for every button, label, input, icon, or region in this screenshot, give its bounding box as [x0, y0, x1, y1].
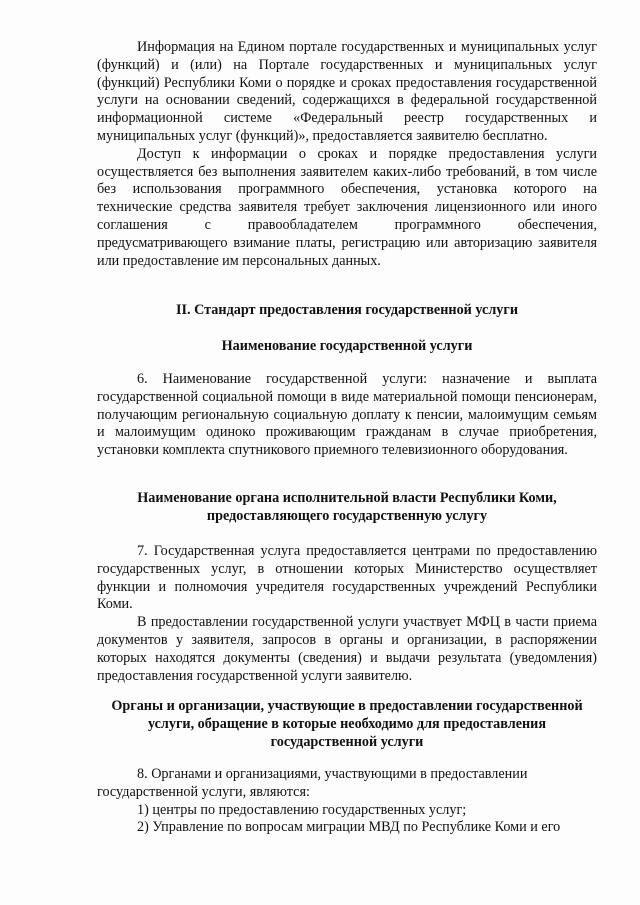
section-title: II. Стандарт предоставления государственной услуги: [175, 302, 519, 318]
participating-bodies-block: [97, 766, 597, 837]
paragraph-8-line: 8. Органами и организациями, участвующими в предоставлении: [137, 766, 528, 782]
subheading-line: предоставляющего государственную услугу: [206, 507, 488, 524]
list-item: 2) Управление по вопросам миграции МВД по Республике Коми и его: [137, 819, 561, 836]
paragraph-6: 6. Наименование государственной услуги: назначение и выплата государственной социальной помощи в виде материальной помощи пенсионерам, получающим региональную социальную доплату к пенсии, малоимущим семьям и малоимущим одиноко проживающим гражданам в случае приобретения, установки комплекта спутникового приемного телевизионного оборудования.: [97, 371, 597, 459]
subheading-line: Органы и организации, участвующие в предоставлении государственной: [111, 698, 583, 714]
subheading-text: Наименование государственной услуги: [221, 338, 473, 354]
paragraph-8-line: государственной услуги, являются:: [97, 783, 310, 800]
service-name-block: [97, 371, 597, 460]
section-heading: [97, 302, 597, 320]
executive-body-block: [97, 543, 597, 685]
paragraph-access-info: Доступ к информации о сроках и порядке предоставления услуги осуществляется без выполнения заявителем каких-либо требований, в том числе без использования программного обеспечения, установка которого на технические средства заявителя требует заключения лицензионного или иного соглашения с правообладателем программного обеспечения, предусматривающего взимание платы, регистрацию или авторизацию заявителя или предоставление им персональных данных.: [97, 145, 597, 269]
paragraph-info-portal: Информация на Едином портале государственных и муниципальных услуг (функций) и (или) на Портале государственных и муниципальных услуг (функций) Республики Коми о порядке и сроках предоставления государственной услуги на основании сведений, содержащихся в федеральной государственной информационной системе «Федеральный реестр государственных и муниципальных услуг (функций)», предоставляется заявителю бесплатно.: [97, 39, 597, 144]
subheading-line: Наименование органа исполнительной власти Республики Коми,: [137, 490, 557, 506]
subheading-participating-bodies: [97, 698, 597, 751]
subheading-service-name: [97, 338, 597, 356]
list-item: 1) центры по предоставлению государственных услуг;: [137, 801, 467, 818]
intro-block: [97, 39, 597, 270]
subheading-line: услуги, обращение в которые необходимо для предоставления: [147, 715, 547, 732]
paragraph-mfc: В предоставлении государственной услуги участвует МФЦ в части приема документов у заявителя, запросов в органы и организации, в распоряжении которых находятся документы (сведения) и выдачи результата (уведомления) предоставления государственной услуги заявителю.: [97, 614, 597, 684]
paragraph-7: 7. Государственная услуга предоставляется центрами по предоставлению государственных услуг, в отношении которых Министерство осуществляет функции и полномочия учредителя государственных учреждений Республики Коми.: [97, 543, 597, 613]
subheading-executive-body: [97, 490, 597, 526]
subheading-line: государственной услуги: [270, 733, 424, 750]
